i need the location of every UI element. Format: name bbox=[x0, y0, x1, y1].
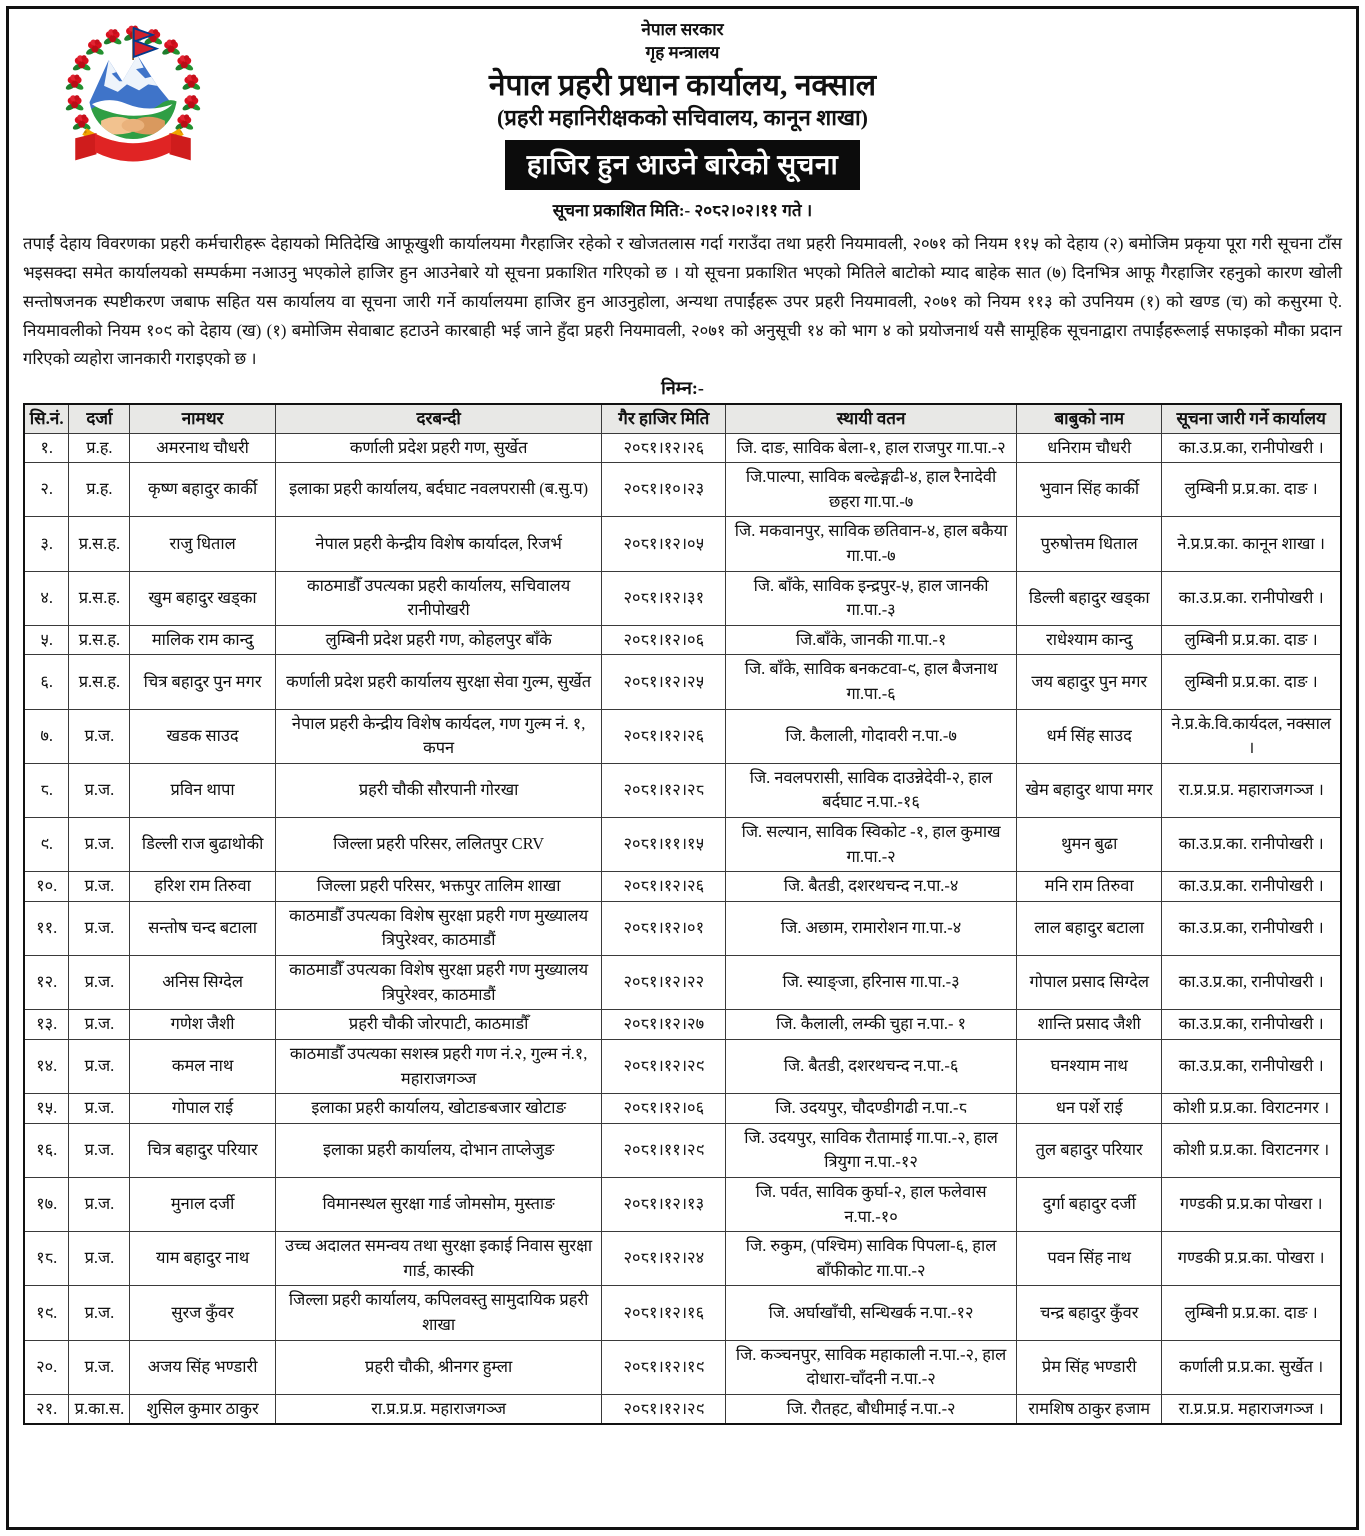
table-header-row bbox=[24, 404, 1341, 433]
table-cell: हरिश राम तिरुवा bbox=[130, 872, 275, 902]
table-cell: कर्णाली प्रदेश प्रहरी कार्यालय सुरक्षा सेवा गुल्म, सुर्खेत bbox=[275, 655, 602, 709]
table-cell: रा.प्र.प्र.प्र. महाराजगञ्ज bbox=[275, 1394, 602, 1424]
table-body bbox=[24, 433, 1341, 1424]
table-cell: २०८१।१२।२६ bbox=[602, 433, 726, 463]
table-cell: २०८१।१२।०५ bbox=[602, 517, 726, 571]
table-cell: १५. bbox=[24, 1094, 69, 1124]
table-cell: २०८१।१२।२६ bbox=[602, 872, 726, 902]
table-cell: जि. रुकुम, (पश्चिम) साविक पिपला-६, हाल बाँफीकोट गा.पा.-२ bbox=[726, 1232, 1017, 1286]
table-cell: पवन सिंह नाथ bbox=[1017, 1232, 1162, 1286]
table-cell: जिल्ला प्रहरी कार्यालय, कपिलवस्तु सामुदायिक प्रहरी शाखा bbox=[275, 1286, 602, 1340]
document-header bbox=[23, 19, 1342, 221]
table-cell: जिल्ला प्रहरी परिसर, भक्तपुर तालिम शाखा bbox=[275, 872, 602, 902]
table-cell: प्र.स.ह. bbox=[69, 517, 130, 571]
table-cell: का.उ.प्र.का. रानीपोखरी । bbox=[1162, 818, 1341, 872]
table-cell: इलाका प्रहरी कार्यालय, खोटाङबजार खोटाङ bbox=[275, 1094, 602, 1124]
table-cell: का.उ.प्र.का, रानीपोखरी । bbox=[1162, 433, 1341, 463]
table-cell: शुसिल कुमार ठाकुर bbox=[130, 1394, 275, 1424]
table-cell: प्रहरी चौकी, श्रीनगर हुम्ला bbox=[275, 1340, 602, 1394]
table-cell: प्रहरी चौकी सौरपानी गोरखा bbox=[275, 763, 602, 817]
table-cell: धनिराम चौधरी bbox=[1017, 433, 1162, 463]
table-cell: लुम्बिनी प्र.प्र.का. दाङ । bbox=[1162, 655, 1341, 709]
column-header: सूचना जारी गर्ने कार्यालय bbox=[1162, 404, 1341, 433]
table-cell: खुम बहादुर खड्का bbox=[130, 571, 275, 625]
table-cell: २०८१।१२।०६ bbox=[602, 625, 726, 655]
table-cell: प्र.ज. bbox=[69, 763, 130, 817]
table-cell: थुमन बुढा bbox=[1017, 818, 1162, 872]
table-cell: २०८१।१२।१९ bbox=[602, 1340, 726, 1394]
table-cell: जि. सल्यान, साविक स्विकोट -१, हाल कुमाख गा.पा.-२ bbox=[726, 818, 1017, 872]
page-inner-border bbox=[6, 6, 1359, 1530]
table-cell: प्र.ज. bbox=[69, 872, 130, 902]
table-cell: ३. bbox=[24, 517, 69, 571]
table-cell: ९. bbox=[24, 818, 69, 872]
table-cell: २०८१।११।२९ bbox=[602, 1123, 726, 1177]
table-cell: का.उ.प्र.का, रानीपोखरी । bbox=[1162, 1039, 1341, 1093]
table-row bbox=[24, 1123, 1341, 1177]
column-header: दरबन्दी bbox=[275, 404, 602, 433]
table-cell: का.उ.प्र.का, रानीपोखरी । bbox=[1162, 1010, 1341, 1040]
table-row bbox=[24, 818, 1341, 872]
table-cell: प्र.ह. bbox=[69, 433, 130, 463]
table-cell: २१. bbox=[24, 1394, 69, 1424]
table-cell: प्र.ज. bbox=[69, 1010, 130, 1040]
table-row bbox=[24, 655, 1341, 709]
table-cell: प्रेम सिंह भण्डारी bbox=[1017, 1340, 1162, 1394]
column-header: गैर हाजिर मिति bbox=[602, 404, 726, 433]
table-cell: प्र.ज. bbox=[69, 818, 130, 872]
table-cell: प्र.स.ह. bbox=[69, 655, 130, 709]
table-cell: लुम्बिनी प्र.प्र.का. दाङ । bbox=[1162, 1286, 1341, 1340]
table-cell: कृष्ण बहादुर कार्की bbox=[130, 463, 275, 517]
table-cell: कमल नाथ bbox=[130, 1039, 275, 1093]
table-cell: २०८१।१२।२८ bbox=[602, 763, 726, 817]
table-cell: ८. bbox=[24, 763, 69, 817]
table-cell: २. bbox=[24, 463, 69, 517]
table-cell: नेपाल प्रहरी केन्द्रीय विशेष कार्यादल, रिजर्भ bbox=[275, 517, 602, 571]
table-cell: जि. रौतहट, बौधीमाई न.पा.-२ bbox=[726, 1394, 1017, 1424]
column-header: बाबुको नाम bbox=[1017, 404, 1162, 433]
table-cell: २०८१।११।१५ bbox=[602, 818, 726, 872]
table-cell: अनिस सिग्देल bbox=[130, 956, 275, 1010]
table-cell: रा.प्र.प्र.प्र. महाराजगञ्ज । bbox=[1162, 1394, 1341, 1424]
notice-body-paragraph: तपाईं देहाय विवरणका प्रहरी कर्मचारीहरू देहायको मितिदेखि आफूखुशी कार्यालयमा गैरहाजिर रहेको र खोजतलास गर्दा गराउँदा तथा प्रहरी नियमावली, २०७१ को नियम ११५ को देहाय (२) बमोजिम प्रकृया पूरा गरी सूचना टाँस भइसक्दा समेत कार्यालयको सम्पर्कमा नआउनु भएकोले हाजिर हुन आउनेबारे यो सूचना प्रकाशित गरिएको छ । यो सूचना प्रकाशित भएको मितिले बाटोको म्याद बाहेक सात (७) दिनभित्र आफू गैरहाजिर रहनुको कारण खोली सन्तोषजनक स्पष्टीकरण जबाफ सहित यस कार्यालय वा सूचना जारी गर्ने कार्यालयमा हाजिर हुन आउनुहोला, अन्यथा तपाईंहरू उपर प्रहरी नियमावली, २०७१ को नियम ११३ को उपनियम (१) को खण्ड (च) को कसुरमा ऐ. नियमावलीको नियम १०९ को देहाय (ख) (१) बमोजिम सेवाबाट हटाउने कारबाही भई जाने हुँदा प्रहरी नियमावली, २०७१ को अनुसूची १४ को भाग ४ को प्रयोजनार्थ यसै सामूहिक सूचनाद्वारा तपाईंहरूलाई सफाइको मौका प्रदान गरिएको व्यहोरा जानकारी गराइएको छ । bbox=[23, 233, 1342, 369]
table-cell: १३. bbox=[24, 1010, 69, 1040]
table-cell: ४. bbox=[24, 571, 69, 625]
table-cell: कर्णाली प्रदेश प्रहरी गण, सुर्खेत bbox=[275, 433, 602, 463]
table-cell: प्र.ज. bbox=[69, 956, 130, 1010]
table-row bbox=[24, 1010, 1341, 1040]
table-cell: लुम्बिनी प्र.प्र.का. दाङ । bbox=[1162, 625, 1341, 655]
table-cell: प्र.स.ह. bbox=[69, 625, 130, 655]
table-cell: २०८१।१२।२९ bbox=[602, 1394, 726, 1424]
table-cell: चित्र बहादुर पुन मगर bbox=[130, 655, 275, 709]
table-cell: जि. कञ्चनपुर, साविक महाकाली न.पा.-२, हाल दोधारा-चाँदनी न.पा.-२ bbox=[726, 1340, 1017, 1394]
published-date: सूचना प्रकाशित मिति:- २०८२।०२।११ गते । bbox=[552, 200, 813, 220]
table-cell: जिल्ला प्रहरी परिसर, ललितपुर CRV bbox=[275, 818, 602, 872]
table-cell: शान्ति प्रसाद जैशी bbox=[1017, 1010, 1162, 1040]
table-cell: २०८१।१२।२२ bbox=[602, 956, 726, 1010]
table-cell: का.उ.प्र.का, रानीपोखरी । bbox=[1162, 956, 1341, 1010]
table-cell: प्रविन थापा bbox=[130, 763, 275, 817]
table-cell: २०८१।१०।२३ bbox=[602, 463, 726, 517]
table-cell: इलाका प्रहरी कार्यालय, बर्दघाट नवलपरासी (ब.सु.प) bbox=[275, 463, 602, 517]
table-cell: ने.प्र.प्र.का. कानून शाखा । bbox=[1162, 517, 1341, 571]
table-cell: काठमाडौँ उपत्यका प्रहरी कार्यालय, सचिवालय रानीपोखरी bbox=[275, 571, 602, 625]
table-cell: प्र.ज. bbox=[69, 901, 130, 955]
table-cell: चन्द्र बहादुर कुँवर bbox=[1017, 1286, 1162, 1340]
table-cell: राजु धिताल bbox=[130, 517, 275, 571]
table-cell: जि. बैतडी, दशरथचन्द न.पा.-४ bbox=[726, 872, 1017, 902]
table-cell: अमरनाथ चौधरी bbox=[130, 433, 275, 463]
table-cell: गणेश जैशी bbox=[130, 1010, 275, 1040]
table-cell: खडक साउद bbox=[130, 709, 275, 763]
table-row bbox=[24, 1094, 1341, 1124]
table-cell: ७. bbox=[24, 709, 69, 763]
list-intro-label: निम्न:- bbox=[661, 378, 704, 399]
table-cell: काठमाडौँ उपत्यका सशस्त्र प्रहरी गण नं.२, गुल्म नं.१, महाराजगञ्ज bbox=[275, 1039, 602, 1093]
table-cell: २०८१।१२।२६ bbox=[602, 709, 726, 763]
table-cell: १४. bbox=[24, 1039, 69, 1093]
table-cell: जि.बाँके, जानकी गा.पा.-१ bbox=[726, 625, 1017, 655]
table-cell: डिल्ली राज बुढाथोकी bbox=[130, 818, 275, 872]
table-cell: प्र.ह. bbox=[69, 463, 130, 517]
table-cell: प्र.ज. bbox=[69, 1094, 130, 1124]
table-cell: तुल बहादुर परियार bbox=[1017, 1123, 1162, 1177]
table-cell: १७. bbox=[24, 1177, 69, 1231]
table-cell: प्र.ज. bbox=[69, 709, 130, 763]
column-header: दर्जा bbox=[69, 404, 130, 433]
table-cell: याम बहादुर नाथ bbox=[130, 1232, 275, 1286]
table-cell: गण्डकी प्र.प्र.का. पोखरा । bbox=[1162, 1232, 1341, 1286]
table-cell: ५. bbox=[24, 625, 69, 655]
table-cell: रा.प्र.प्र.प्र. महाराजगञ्ज । bbox=[1162, 763, 1341, 817]
table-cell: चित्र बहादुर परियार bbox=[130, 1123, 275, 1177]
table-row bbox=[24, 517, 1341, 571]
table-row bbox=[24, 872, 1341, 902]
table-cell: जि. उदयपुर, साविक रौतामाई गा.पा.-२, हाल त्रियुगा न.पा.-१२ bbox=[726, 1123, 1017, 1177]
column-header: नामथर bbox=[130, 404, 275, 433]
table-cell: गण्डकी प्र.प्र.का पोखरा । bbox=[1162, 1177, 1341, 1231]
table-cell: जि. स्याङ्जा, हरिनास गा.पा.-३ bbox=[726, 956, 1017, 1010]
table-cell: का.उ.प्र.का, रानीपोखरी । bbox=[1162, 901, 1341, 955]
table-cell: दुर्गा बहादुर दर्जी bbox=[1017, 1177, 1162, 1231]
table-cell: जि.पाल्पा, साविक बल्ढेङ्गढी-४, हाल रैनादेवी छहरा गा.पा.-७ bbox=[726, 463, 1017, 517]
table-row bbox=[24, 763, 1341, 817]
table-cell: विमानस्थल सुरक्षा गार्ड जोमसोम, मुस्ताङ bbox=[275, 1177, 602, 1231]
table-row bbox=[24, 433, 1341, 463]
table-cell: प्र.ज. bbox=[69, 1340, 130, 1394]
table-cell: प्र.ज. bbox=[69, 1039, 130, 1093]
table-row bbox=[24, 1177, 1341, 1231]
table-cell: डिल्ली बहादुर खड्का bbox=[1017, 571, 1162, 625]
table-cell: जि. दाङ, साविक बेला-१, हाल राजपुर गा.पा.-२ bbox=[726, 433, 1017, 463]
table-cell: २०८१।१२।१३ bbox=[602, 1177, 726, 1231]
table-row bbox=[24, 1232, 1341, 1286]
table-cell: प्र.स.ह. bbox=[69, 571, 130, 625]
table-cell: २०८१।१२।२४ bbox=[602, 1232, 726, 1286]
table-cell: जि. कैलाली, गोदावरी न.पा.-७ bbox=[726, 709, 1017, 763]
table-cell: लुम्बिनी प्रदेश प्रहरी गण, कोहलपुर बाँके bbox=[275, 625, 602, 655]
table-cell: २०८१।१२।०१ bbox=[602, 901, 726, 955]
table-cell: २०८१।१२।१६ bbox=[602, 1286, 726, 1340]
table-cell: १९. bbox=[24, 1286, 69, 1340]
table-cell: उच्च अदालत समन्वय तथा सुरक्षा इकाई निवास सुरक्षा गार्ड, कास्की bbox=[275, 1232, 602, 1286]
table-cell: प्र.ज. bbox=[69, 1232, 130, 1286]
table-cell: जि. नवलपरासी, साविक दाउन्नेदेवी-२, हाल बर्दघाट न.पा.-१६ bbox=[726, 763, 1017, 817]
table-cell: लाल बहादुर बटाला bbox=[1017, 901, 1162, 955]
table-cell: १८. bbox=[24, 1232, 69, 1286]
table-cell: जय बहादुर पुन मगर bbox=[1017, 655, 1162, 709]
table-row bbox=[24, 625, 1341, 655]
table-row bbox=[24, 1340, 1341, 1394]
table-row bbox=[24, 709, 1341, 763]
table-cell: जि. पर्वत, साविक कुर्घा-२, हाल फलेवास न.पा.-१० bbox=[726, 1177, 1017, 1231]
table-cell: राधेश्याम कान्दु bbox=[1017, 625, 1162, 655]
table-cell: इलाका प्रहरी कार्यालय, दोभान ताप्लेजुङ bbox=[275, 1123, 602, 1177]
table-cell: १०. bbox=[24, 872, 69, 902]
table-cell: जि. मकवानपुर, साविक छतिवान-४, हाल बकैया गा.पा.-७ bbox=[726, 517, 1017, 571]
table-row bbox=[24, 1286, 1341, 1340]
table-row bbox=[24, 571, 1341, 625]
table-cell: जि. बाँके, साविक बनकटवा-९, हाल बैजनाथ गा.पा.-६ bbox=[726, 655, 1017, 709]
table-row bbox=[24, 1394, 1341, 1424]
table-cell: मालिक राम कान्दु bbox=[130, 625, 275, 655]
table-cell: का.उ.प्र.का. रानीपोखरी । bbox=[1162, 571, 1341, 625]
table-cell: जि. अर्घाखाँची, सन्धिखर्क न.पा.-१२ bbox=[726, 1286, 1017, 1340]
table-cell: प्र.ज. bbox=[69, 1177, 130, 1231]
table-cell: २०८१।१२।३१ bbox=[602, 571, 726, 625]
nepal-government-emblem-icon bbox=[57, 25, 209, 175]
table-cell: २०८१।१२।२५ bbox=[602, 655, 726, 709]
table-cell: प्र.ज. bbox=[69, 1286, 130, 1340]
table-cell: २०८१।१२।२९ bbox=[602, 1039, 726, 1093]
table-cell: २०८१।१२।०६ bbox=[602, 1094, 726, 1124]
table-cell: १२. bbox=[24, 956, 69, 1010]
notice-title: हाजिर हुन आउने बारेको सूचना bbox=[505, 140, 860, 190]
table-cell: १६. bbox=[24, 1123, 69, 1177]
table-row bbox=[24, 463, 1341, 517]
table-cell: ने.प्र.के.वि.कार्यदल, नक्साल । bbox=[1162, 709, 1341, 763]
table-cell: का.उ.प्र.का. रानीपोखरी । bbox=[1162, 872, 1341, 902]
table-cell: जि. कैलाली, लम्की चुहा न.पा.- १ bbox=[726, 1010, 1017, 1040]
org-office: नेपाल प्रहरी प्रधान कार्यालय, नक्साल bbox=[488, 68, 877, 102]
table-cell: सन्तोष चन्द बटाला bbox=[130, 901, 275, 955]
table-cell: मनि राम तिरुवा bbox=[1017, 872, 1162, 902]
table-cell: धन पर्शे राई bbox=[1017, 1094, 1162, 1124]
absentee-table bbox=[23, 403, 1342, 1425]
table-row bbox=[24, 901, 1341, 955]
table-cell: जि. बैतडी, दशरथचन्द न.पा.-६ bbox=[726, 1039, 1017, 1093]
table-row bbox=[24, 1039, 1341, 1093]
table-cell: ११. bbox=[24, 901, 69, 955]
table-cell: प्रहरी चौकी जोरपाटी, काठमाडौँ bbox=[275, 1010, 602, 1040]
table-cell: नेपाल प्रहरी केन्द्रीय विशेष कार्यदल, गण गुल्म नं. १, कपन bbox=[275, 709, 602, 763]
table-cell: २०. bbox=[24, 1340, 69, 1394]
table-cell: धर्म सिंह साउद bbox=[1017, 709, 1162, 763]
table-cell: जि. अछाम, रामारोशन गा.पा.-४ bbox=[726, 901, 1017, 955]
table-cell: सुरज कुँवर bbox=[130, 1286, 275, 1340]
table-cell: ६. bbox=[24, 655, 69, 709]
table-cell: जि. उदयपुर, चौदण्डीगढी न.पा.-८ bbox=[726, 1094, 1017, 1124]
table-cell: जि. बाँके, साविक इन्द्रपुर-५, हाल जानकी गा.पा.-३ bbox=[726, 571, 1017, 625]
table-cell: लुम्बिनी प्र.प्र.का. दाङ । bbox=[1162, 463, 1341, 517]
org-ministry: गृह मन्त्रालय bbox=[645, 42, 720, 62]
org-section: (प्रहरी महानिरीक्षकको सचिवालय, कानून शाखा) bbox=[497, 105, 868, 131]
org-government: नेपाल सरकार bbox=[641, 20, 724, 39]
table-cell: रामशिष ठाकुर हजाम bbox=[1017, 1394, 1162, 1424]
table-cell: घनश्याम नाथ bbox=[1017, 1039, 1162, 1093]
table-cell: गोपाल राई bbox=[130, 1094, 275, 1124]
table-cell: प्र.का.स. bbox=[69, 1394, 130, 1424]
table-cell: अजय सिंह भण्डारी bbox=[130, 1340, 275, 1394]
table-cell: १. bbox=[24, 433, 69, 463]
table-row bbox=[24, 956, 1341, 1010]
table-cell: काठमाडौँ उपत्यका विशेष सुरक्षा प्रहरी गण मुख्यालय त्रिपुरेश्वर, काठमाडौं bbox=[275, 956, 602, 1010]
table-cell: पुरुषोत्तम धिताल bbox=[1017, 517, 1162, 571]
table-cell: प्र.ज. bbox=[69, 1123, 130, 1177]
table-cell: कोशी प्र.प्र.का. विराटनगर । bbox=[1162, 1094, 1341, 1124]
table-cell: काठमाडौँ उपत्यका विशेष सुरक्षा प्रहरी गण मुख्यालय त्रिपुरेश्वर, काठमाडौं bbox=[275, 901, 602, 955]
table-cell: कर्णाली प्र.प्र.का. सुर्खेत । bbox=[1162, 1340, 1341, 1394]
column-header: सि.नं. bbox=[24, 404, 69, 433]
table-cell: २०८१।१२।२७ bbox=[602, 1010, 726, 1040]
table-cell: मुनाल दर्जी bbox=[130, 1177, 275, 1231]
table-cell: गोपाल प्रसाद सिग्देल bbox=[1017, 956, 1162, 1010]
table-cell: भुवान सिंह कार्की bbox=[1017, 463, 1162, 517]
table-cell: खेम बहादुर थापा मगर bbox=[1017, 763, 1162, 817]
table-cell: कोशी प्र.प्र.का. विराटनगर । bbox=[1162, 1123, 1341, 1177]
column-header: स्थायी वतन bbox=[726, 404, 1017, 433]
